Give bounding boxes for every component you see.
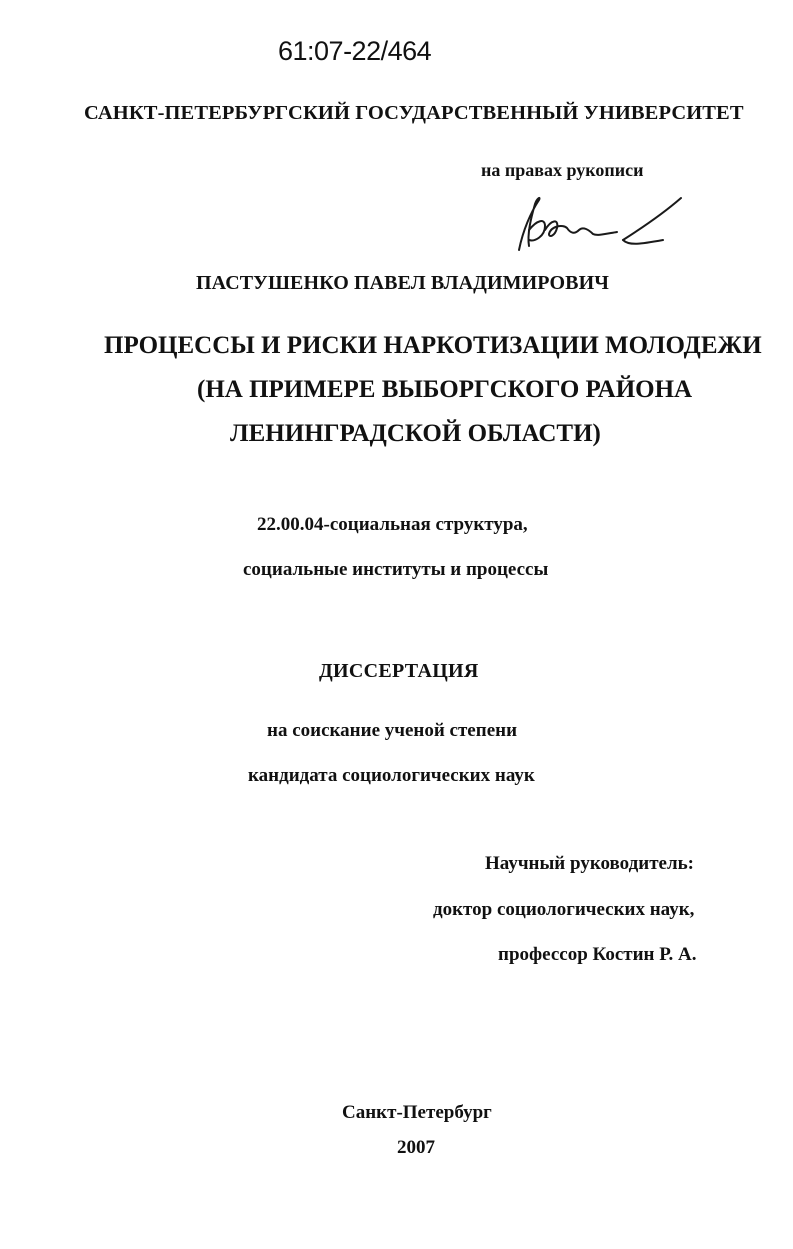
dissertation-title-line: ПРОЦЕССЫ И РИСКИ НАРКОТИЗАЦИИ МОЛОДЕЖИ xyxy=(104,332,762,359)
archive-code: 61:07-22/464 xyxy=(278,36,432,66)
city: Санкт-Петербург xyxy=(342,1102,492,1123)
supervisor-name: профессор Костин Р. А. xyxy=(498,944,697,965)
manuscript-note: на правах рукописи xyxy=(481,160,644,180)
dissertation-title-line: ЛЕНИНГРАДСКОЙ ОБЛАСТИ) xyxy=(230,420,601,447)
author-name: ПАСТУШЕНКО ПАВЕЛ ВЛАДИМИРОВИЧ xyxy=(196,272,610,294)
supervisor-label: Научный руководитель: xyxy=(485,853,694,874)
document-type: ДИССЕРТАЦИЯ xyxy=(319,660,479,682)
specialty-line: 22.00.04-социальная структура, xyxy=(257,514,528,535)
dissertation-title-line: (НА ПРИМЕРЕ ВЫБОРГСКОГО РАЙОНА xyxy=(197,376,693,403)
degree-line: на соискание ученой степени xyxy=(267,720,518,741)
degree-line: кандидата социологических наук xyxy=(248,765,535,786)
specialty-line: социальные институты и процессы xyxy=(243,559,549,580)
university-name: САНКТ-ПЕТЕРБУРГСКИЙ ГОСУДАРСТВЕННЫЙ УНИВЕРСИТЕТ xyxy=(84,102,744,124)
supervisor-degree: доктор социологических наук, xyxy=(433,899,695,920)
year: 2007 xyxy=(397,1137,435,1158)
signature-image xyxy=(505,190,695,262)
